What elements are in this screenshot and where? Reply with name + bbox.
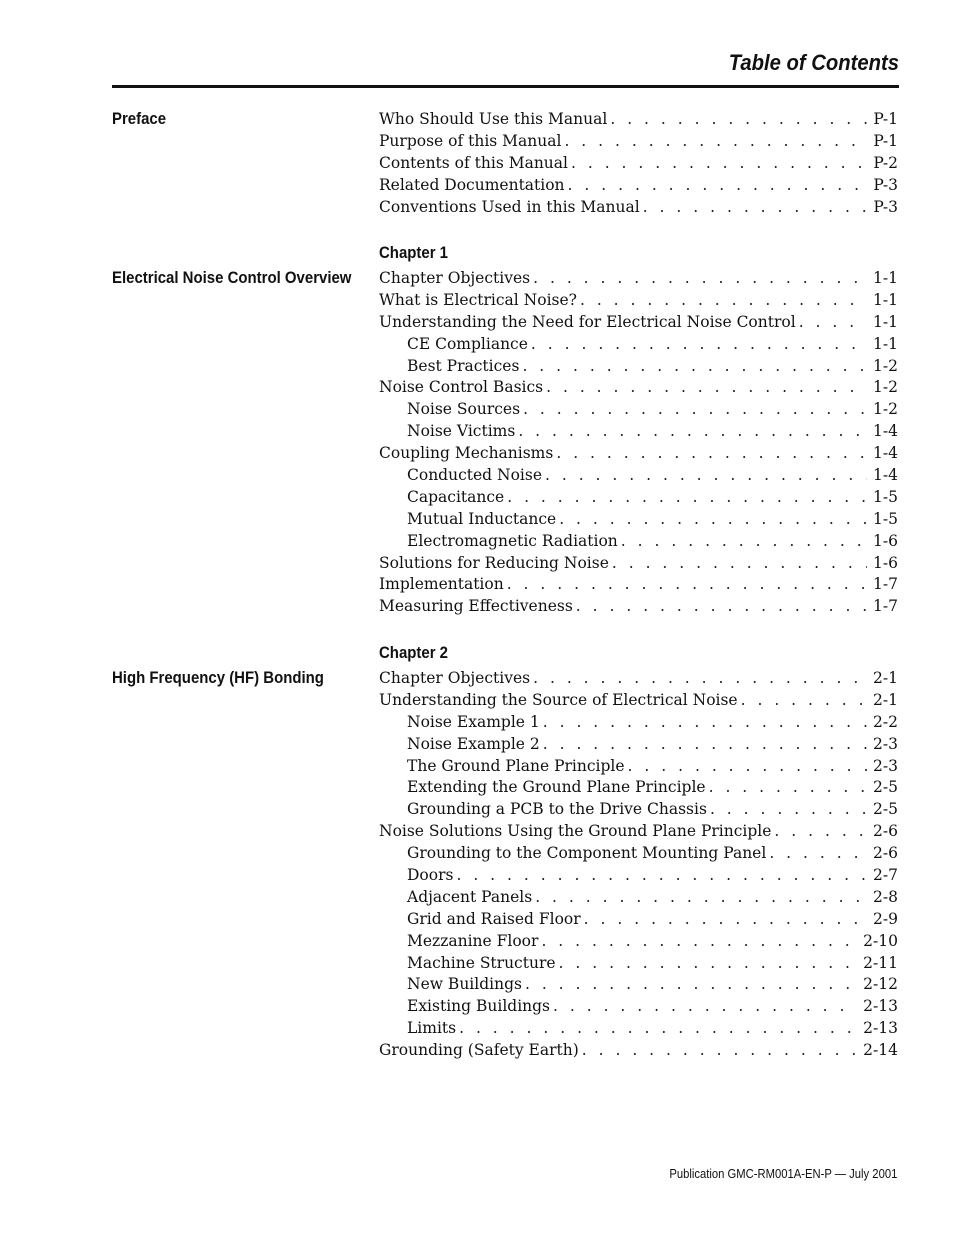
entry-page: 1-4: [873, 422, 898, 441]
entry-title: Doors: [407, 866, 454, 885]
dot-leader: [741, 690, 867, 712]
dot-leader: [568, 175, 868, 197]
dot-leader: [559, 509, 867, 531]
toc-entry[interactable]: [379, 356, 898, 378]
toc-entry[interactable]: [379, 153, 898, 175]
dot-leader: [564, 131, 867, 153]
publication-footer: Publication GMC-RM001A-EN-P — July 2001: [668, 1167, 897, 1181]
toc-entry[interactable]: [379, 268, 898, 290]
entry-page: 2-5: [873, 800, 898, 819]
toc-entry[interactable]: [379, 996, 898, 1018]
section-entries: [379, 109, 898, 218]
entry-page: 1-6: [873, 531, 898, 550]
dot-leader: [709, 777, 867, 799]
entry-title: Understanding the Need for Electrical Noise Control: [379, 312, 796, 331]
toc-entry[interactable]: [379, 821, 898, 843]
entry-title: Conducted Noise: [407, 466, 542, 485]
entry-page: 2-9: [873, 909, 898, 928]
entry-title: Noise Example 1: [407, 712, 540, 731]
entry-page: 1-2: [873, 400, 898, 419]
toc-entry[interactable]: [379, 421, 898, 443]
entry-title: Mutual Inductance: [407, 509, 557, 528]
entry-title: Noise Control Basics: [379, 378, 544, 397]
entry-title: Mezzanine Floor: [407, 931, 539, 950]
dot-leader: [507, 487, 867, 509]
dot-leader: [643, 197, 868, 219]
toc-entry[interactable]: [379, 175, 898, 197]
dot-leader: [541, 931, 857, 953]
toc-entry[interactable]: [379, 668, 898, 690]
toc-entry[interactable]: [379, 843, 898, 865]
toc-entry[interactable]: [379, 799, 898, 821]
entry-page: 1-5: [873, 487, 898, 506]
entry-title: Related Documentation: [379, 175, 565, 194]
entry-title: Noise Victims: [407, 422, 516, 441]
dot-leader: [545, 465, 867, 487]
toc-entry[interactable]: [379, 756, 898, 778]
entry-page: 1-4: [873, 444, 898, 463]
dot-leader: [533, 668, 867, 690]
header-rule: [112, 85, 899, 88]
toc-entry[interactable]: [379, 887, 898, 909]
entry-title: Understanding the Source of Electrical Noise: [379, 690, 738, 709]
dot-leader: [621, 531, 867, 553]
dot-leader: [525, 974, 857, 996]
toc-entry[interactable]: [379, 197, 898, 219]
entry-page: P-3: [873, 175, 898, 194]
toc-entry[interactable]: [379, 290, 898, 312]
entry-page: P-1: [873, 110, 898, 128]
dot-leader: [531, 334, 867, 356]
dot-leader: [456, 865, 867, 887]
entry-page: 1-1: [873, 334, 898, 353]
toc-entry[interactable]: [379, 487, 898, 509]
entry-page: 2-3: [873, 756, 898, 775]
entry-page: 2-5: [873, 778, 898, 797]
dot-leader: [582, 1040, 857, 1062]
entry-page: 2-12: [863, 975, 898, 994]
toc-entry[interactable]: [379, 131, 898, 153]
section-title: Preface: [112, 109, 167, 128]
section-entries: [379, 268, 898, 618]
dot-leader: [535, 887, 867, 909]
entry-title: Limits: [407, 1019, 457, 1038]
dot-leader: [584, 909, 867, 931]
entry-title: Implementation: [379, 575, 504, 594]
toc-entry[interactable]: [379, 777, 898, 799]
entry-title: Machine Structure: [407, 953, 556, 972]
entry-title: Coupling Mechanisms: [379, 444, 554, 463]
chapter-label: Chapter 1: [379, 243, 449, 262]
dot-leader: [576, 596, 867, 618]
dot-leader: [628, 756, 867, 778]
chapter-label: Chapter 2: [379, 643, 449, 662]
dot-leader: [612, 553, 867, 575]
entry-title: CE Compliance: [407, 334, 528, 353]
entry-page: 2-11: [863, 953, 898, 972]
toc-entry[interactable]: [379, 712, 898, 734]
entry-title: The Ground Plane Principle: [407, 756, 625, 775]
dot-leader: [769, 843, 867, 865]
entry-title: Extending the Ground Plane Principle: [407, 778, 706, 797]
entry-title: Chapter Objectives: [379, 669, 531, 687]
dot-leader: [523, 399, 867, 421]
dot-leader: [546, 377, 867, 399]
toc-entry[interactable]: [379, 334, 898, 356]
entry-title: Contents of this Manual: [379, 153, 568, 172]
entry-page: 2-8: [873, 887, 898, 906]
dot-leader: [543, 712, 867, 734]
toc-entry[interactable]: [379, 596, 898, 618]
dot-leader: [553, 996, 857, 1018]
dot-leader: [559, 953, 858, 975]
section-title: High Frequency (HF) Bonding: [112, 668, 324, 687]
dot-leader: [580, 290, 867, 312]
toc-entry[interactable]: [379, 1040, 898, 1062]
entry-page: 2-1: [873, 669, 898, 687]
entry-title: What is Electrical Noise?: [379, 290, 577, 309]
entry-page: 2-1: [873, 690, 898, 709]
toc-entry[interactable]: [379, 690, 898, 712]
dot-leader: [518, 421, 867, 443]
entry-page: 2-7: [873, 866, 898, 885]
toc-entry[interactable]: [379, 553, 898, 575]
entry-page: 2-13: [863, 997, 898, 1016]
entry-title: Grid and Raised Floor: [407, 909, 581, 928]
entry-title: Noise Example 2: [407, 734, 540, 753]
section-entries: [379, 668, 898, 1062]
dot-leader: [556, 443, 867, 465]
entry-page: P-2: [873, 153, 898, 172]
toc-entry[interactable]: [379, 399, 898, 421]
entry-title: Grounding a PCB to the Drive Chassis: [407, 800, 707, 819]
dot-leader: [774, 821, 867, 843]
entry-page: 1-5: [873, 509, 898, 528]
dot-leader: [710, 799, 867, 821]
toc-entry[interactable]: [379, 909, 898, 931]
toc-entry[interactable]: [379, 531, 898, 553]
entry-page: 1-7: [873, 575, 898, 594]
entry-page: 2-14: [863, 1041, 898, 1060]
entry-title: Solutions for Reducing Noise: [379, 553, 609, 572]
dot-leader: [522, 356, 867, 378]
dot-leader: [543, 734, 867, 756]
entry-page: P-3: [873, 197, 898, 216]
dot-leader: [799, 312, 867, 334]
page-title: Table of Contents: [728, 50, 899, 75]
entry-title: Purpose of this Manual: [379, 131, 562, 150]
section-title: Electrical Noise Control Overview: [112, 268, 352, 287]
toc-entry[interactable]: [379, 931, 898, 953]
entry-title: Noise Sources: [407, 400, 521, 419]
entry-page: 1-1: [873, 312, 898, 331]
entry-page: 1-1: [873, 290, 898, 309]
entry-title: Existing Buildings: [407, 997, 551, 1016]
entry-title: Noise Solutions Using the Ground Plane Principle: [379, 822, 772, 841]
toc-entry[interactable]: [379, 465, 898, 487]
entry-title: Chapter Objectives: [379, 269, 531, 287]
dot-leader: [507, 574, 867, 596]
entry-page: 1-6: [873, 553, 898, 572]
dot-leader: [571, 153, 867, 175]
toc-entry[interactable]: [379, 377, 898, 399]
entry-title: Conventions Used in this Manual: [379, 197, 640, 216]
entry-title: Who Should Use this Manual: [379, 110, 608, 128]
entry-page: 1-1: [873, 269, 898, 287]
entry-page: 2-10: [863, 931, 898, 950]
entry-page: 2-2: [873, 712, 898, 731]
entry-title: Adjacent Panels: [407, 887, 533, 906]
dot-leader: [459, 1018, 857, 1040]
toc-entry[interactable]: [379, 974, 898, 996]
entry-page: 1-7: [873, 597, 898, 616]
toc-entry[interactable]: [379, 1018, 898, 1040]
entry-title: Best Practices: [407, 356, 520, 375]
entry-page: P-1: [873, 131, 898, 150]
entry-title: Grounding (Safety Earth): [379, 1041, 579, 1060]
entry-page: 1-2: [873, 378, 898, 397]
entry-title: Grounding to the Component Mounting Panel: [407, 844, 767, 863]
toc-entry[interactable]: [379, 109, 898, 131]
entry-page: 2-6: [873, 844, 898, 863]
toc-entry[interactable]: [379, 574, 898, 596]
entry-title: Capacitance: [407, 487, 505, 506]
entry-page: 2-3: [873, 734, 898, 753]
entry-title: Measuring Effectiveness: [379, 597, 573, 616]
entry-page: 2-13: [863, 1019, 898, 1038]
dot-leader: [533, 268, 867, 290]
toc-entry[interactable]: [379, 443, 898, 465]
entry-page: 1-4: [873, 466, 898, 485]
entry-page: 2-6: [873, 822, 898, 841]
dot-leader: [610, 109, 867, 131]
toc-entry[interactable]: [379, 509, 898, 531]
toc-entry[interactable]: [379, 953, 898, 975]
toc-entry[interactable]: [379, 865, 898, 887]
toc-entry[interactable]: [379, 734, 898, 756]
toc-entry[interactable]: [379, 312, 898, 334]
entry-title: Electromagnetic Radiation: [407, 531, 618, 550]
entry-title: New Buildings: [407, 975, 522, 994]
entry-page: 1-2: [873, 356, 898, 375]
